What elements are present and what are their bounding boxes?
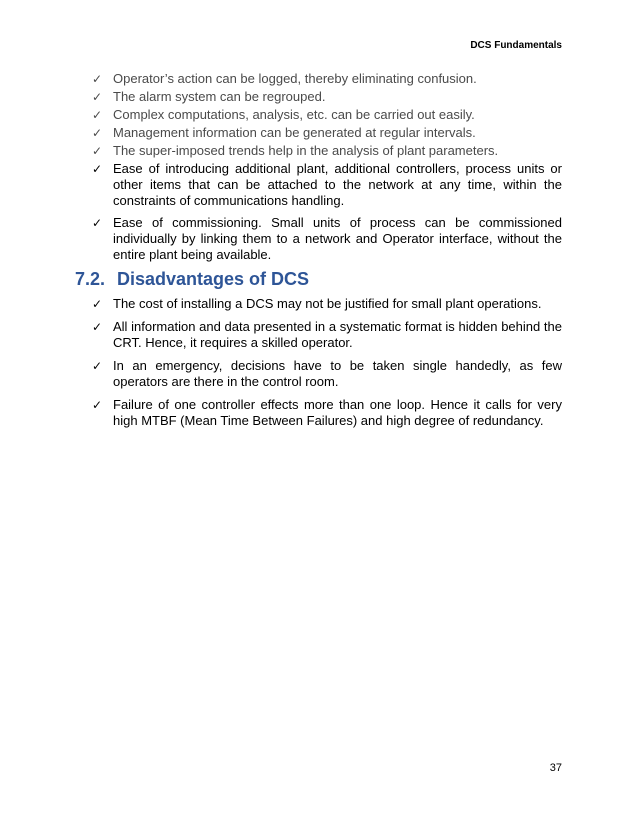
check-mark-icon: ✓ [92,108,103,122]
running-header: DCS Fundamentals [470,40,562,51]
list-item-text: Operator’s action can be logged, thereby eliminating confusion. [113,71,477,86]
list-item [92,143,562,159]
section-heading [75,269,562,290]
list-item-text: The cost of installing a DCS may not be justified for small plant operations. [113,296,542,311]
disadvantages-list [92,296,562,429]
list-item [92,89,562,105]
list-item-text: Ease of commissioning. Small units of process can be commissioned individually by linking them to a network and Operator interface, without the entire plant being available. [113,215,562,262]
list-item-text: Management information can be generated at regular intervals. [113,125,476,140]
list-item [92,397,562,429]
check-mark-icon: ✓ [92,216,103,230]
section-number: 7.2. [75,269,106,289]
list-item [92,71,562,87]
list-item [92,125,562,141]
list-item-text: The super-imposed trends help in the analysis of plant parameters. [113,143,499,158]
list-item-text: The alarm system can be regrouped. [113,89,326,104]
list-item [92,296,562,312]
check-mark-icon: ✓ [92,90,103,104]
list-item-text: All information and data presented in a systematic format is hidden behind the CRT. Hence, it requires a skilled operator. [113,319,562,350]
list-item-text: Ease of introducing additional plant, additional controllers, process units or other items that can be attached to the network at any time, within the constraints of communications handling. [113,161,562,208]
page-number: 37 [549,762,562,774]
list-item-text: In an emergency, decisions have to be taken single handedly, as few operators are there in the control room. [113,358,562,389]
check-mark-icon: ✓ [92,126,103,140]
page-content [75,71,562,436]
list-item [92,319,562,351]
list-item [92,358,562,390]
list-item-text: Failure of one controller effects more than one loop. Hence it calls for very high MTBF (Mean Time Between Failures) and high degree of redundancy. [113,397,562,428]
section-title: Disadvantages of DCS [117,269,310,289]
check-mark-icon: ✓ [92,144,103,158]
advantages-list [92,71,562,263]
check-mark-icon: ✓ [92,359,103,373]
list-item-text: Complex computations, analysis, etc. can be carried out easily. [113,107,475,122]
check-mark-icon: ✓ [92,320,103,334]
check-mark-icon: ✓ [92,297,103,311]
check-mark-icon: ✓ [92,162,103,176]
list-item [92,107,562,123]
check-mark-icon: ✓ [92,398,103,412]
check-mark-icon: ✓ [92,72,103,86]
list-item [92,215,562,263]
list-item [92,161,562,209]
